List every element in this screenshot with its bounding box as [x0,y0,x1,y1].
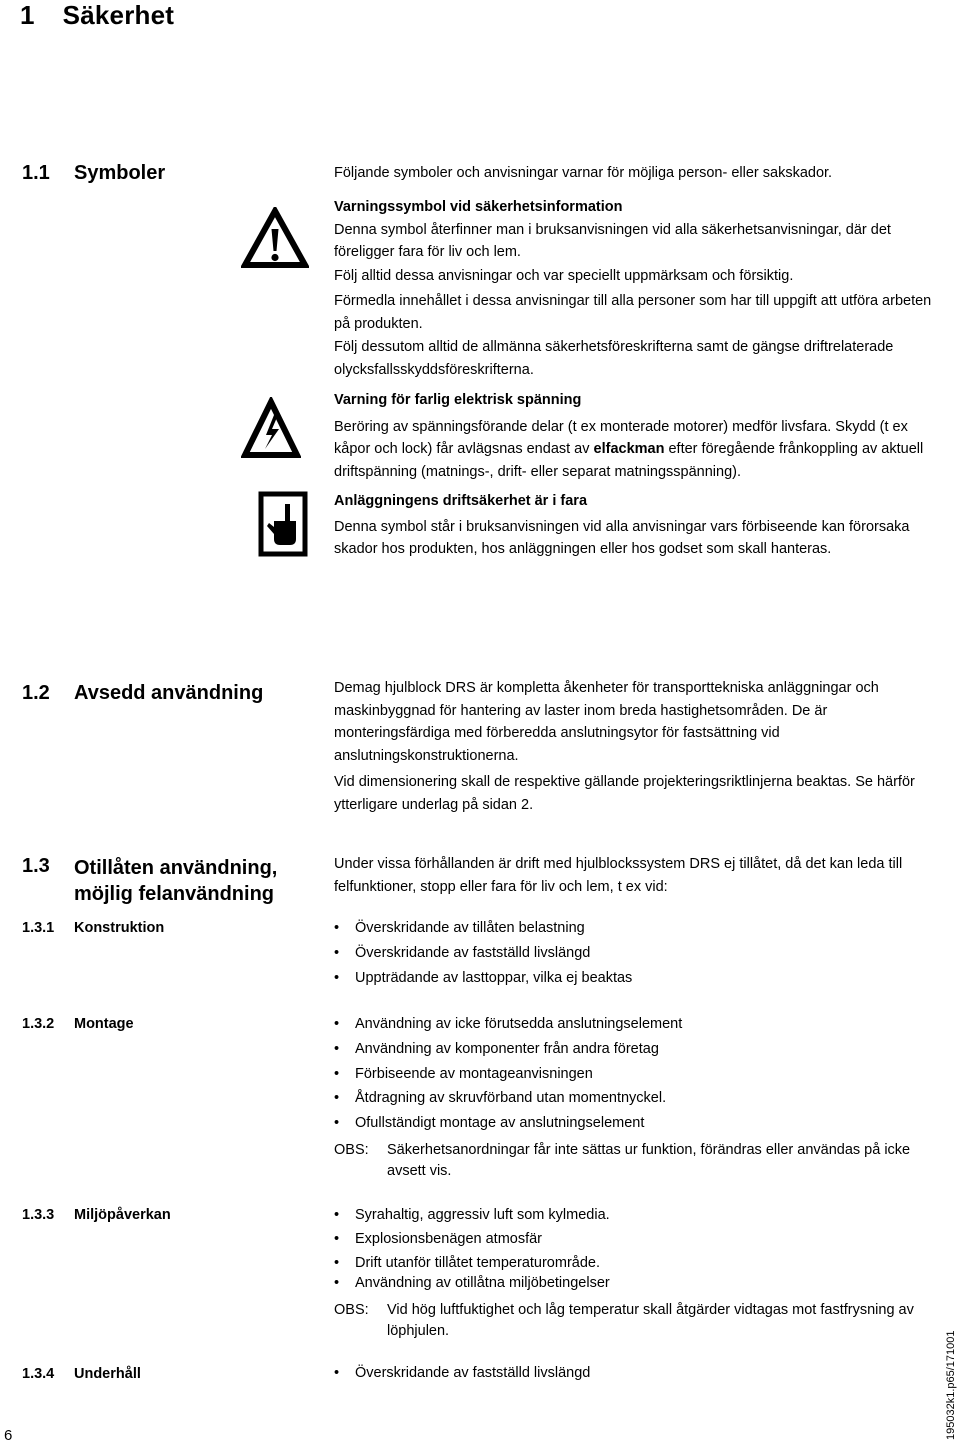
subsection-1-3-2-title: Montage [74,1016,134,1032]
warning-heading: Varningssymbol vid säkerhetsinformation [334,199,623,215]
page-number: 6 [4,1427,13,1444]
high-voltage-icon [241,397,301,461]
chapter-number: 1 [20,0,35,30]
plant-heading: Anläggningens driftsäkerhet är i fara [334,493,588,509]
document-code: 195032k1.p65/171001 [945,1330,957,1440]
attention-hand-icon [258,491,308,557]
section-1-2-number: 1.2 [22,682,50,704]
subsection-1-3-1-title: Konstruktion [74,920,165,936]
note-text: Vid hög luftfuktighet och låg temperatur skall åtgärder vidtagas mot fastfrysning av löphjulen. [387,1302,914,1339]
electric-specialist-term: elfackman [593,441,665,457]
note-label: OBS: [334,1142,369,1158]
electric-warning-block [334,389,934,487]
subsection-1-3-3-title: Miljöpåverkan [74,1207,171,1223]
subsection-1-3-4-number: 1.3.4 [22,1366,55,1382]
plant-safety-block [334,490,934,565]
section-1-3-number: 1.3 [22,855,50,877]
section-1-1-title: Symboler [74,162,166,184]
warning-paragraph-1: Denna symbol återfinner man i bruksanvisningen vid alla säkerhetsanvisningar, där det föreligger fara för liv och lem. [334,221,891,260]
misuse-intro: Under vissa förhållanden är drift med hjulblockssystem DRS ej tillåtet, då det kan leda till felfunktioner, stopp eller fara för liv och lem, t ex vid: [334,856,903,895]
intended-use-text [334,677,929,820]
warning-paragraph-4: Följ dessutom alltid de allmänna säkerhetsföreskrifterna samt de gängse driftrelaterade olycksfallsskyddsföreskrifterna. [334,339,894,378]
electric-heading: Varning för farlig elektrisk spänning [334,392,582,408]
symbols-intro: Följande symboler och anvisningar varnar för möjliga person- eller sakskador. [334,165,833,181]
subsection-1-3-2-number: 1.3.2 [22,1016,55,1032]
section-1-1-number: 1.1 [22,162,50,184]
intended-use-paragraph-1: Demag hjulblock DRS är kompletta åkenheter för transporttekniska anläggningar och maskinbyggnad för hantering av laster inom breda hastighetsområden. De är monteringsfärdiga med förberedda anslutningsytor för fastsättning vid anslutningskonstruktionerna. [334,680,879,764]
note-text: Säkerhetsanordningar får inte sättas ur funktion, förändras eller användas på icke avsett vis. [387,1142,911,1179]
note-label: OBS: [334,1302,369,1318]
subsection-1-3-1-number: 1.3.1 [22,920,55,936]
warning-triangle-icon [241,207,309,269]
subsection-1-3-3-number: 1.3.3 [22,1207,55,1223]
chapter-title: Säkerhet [62,0,175,30]
section-1-3-title: Otillåten användning, möjlig felanvändning [74,857,278,905]
warning-paragraph-2: Följ alltid dessa anvisningar och var speciellt uppmärksam och försiktig. [334,267,794,284]
electric-paragraph: Beröring av spänningsförande delar (t ex monterade motorer) medför livsfara. Skydd (t ex kåpor och lock) får avlägsnas endast av elfackman efter föregående frånkoppling av aktuell driftspänning (matnings-, drift- eller separat matningsspänning). [334,418,924,480]
chapter-heading [20,0,174,31]
warning-symbol-block [334,196,934,385]
plant-paragraph: Denna symbol står i bruksanvisningen vid alla anvisningar vars förbiseende kan förorsaka skador hos produkten, hos anläggningen eller hos godset som skall hanteras. [334,518,910,557]
section-1-2-title: Avsedd användning [74,682,264,704]
subsection-1-3-4-title: Underhåll [74,1366,141,1382]
intended-use-paragraph-2: Vid dimensionering skall de respektive gällande projekteringsriktlinjerna beaktas. Se härför ytterligare underlag på sidan 2. [334,774,915,813]
warning-paragraph-3: Förmedla innehållet i dessa anvisningar till alla personer som har till uppgift att utföra arbeten på produkten. [334,293,932,332]
